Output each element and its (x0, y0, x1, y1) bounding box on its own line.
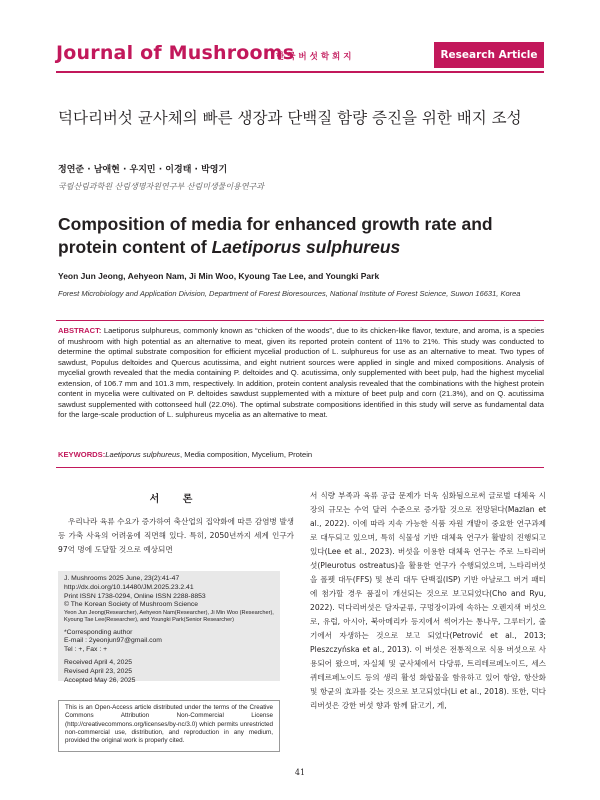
journal-korean-title: 한국버섯학회지 (276, 52, 355, 62)
issn: Print ISSN 1738-0294, Online ISSN 2288-8853 (64, 592, 206, 600)
revised-date: Revised April 23, 2025 (64, 667, 133, 675)
doi-link[interactable]: http://dx.doi.org/10.14480/JM.2025.23.2.41 (64, 583, 194, 591)
english-title-species: Laetiporus sulphureus (211, 237, 401, 257)
english-title (58, 213, 548, 259)
citation: J. Mushrooms 2025 June, 23(2):41-47 (64, 575, 180, 582)
right-column (310, 489, 546, 713)
abstract-bottom-divider (56, 467, 544, 468)
page-number: 41 (294, 768, 306, 777)
copyright: © The Korean Society of Mushroom Science (64, 601, 199, 609)
keyword-item: Protein (288, 450, 313, 459)
corresponding-author-label: *Corresponding author (64, 628, 133, 636)
keyword-item: Mycelium (251, 450, 284, 459)
korean-affiliation: 국립산림과학원 산림생명자원연구부 산림미생물이용연구과 (58, 182, 265, 191)
received-date: Received April 4, 2025 (64, 658, 133, 666)
abstract-top-divider (56, 320, 544, 321)
english-affiliation: Forest Microbiology and Application Division, Department of Forest Bioresources, National Institute of Forest Science, Suwon 16631, Korea (58, 289, 521, 298)
abstract-text: Laetiporus sulphureus, commonly known as “chicken of the woods”, due to its chicken-like flavor, texture, and aroma, is a species of mushroom with high potential as an alternative to meat, given its reported protein content of 11% to 21%. This study was conducted to determine the optimal substrate composition for efficient mycelial production of L. sulphureus for use as an alternative to meat. Two types of sawdust, Populus deltoides and Quercus acutissima, and eight nutrient sources were applied in single and mixed compositions. Analysis of mycelial growth revealed that the media containing P. deltoides and Q. acutissima, only supplemented with beet pulp, had the highest mycelial extension, of 106.7 mm and 101.3 mm, respectively. In addition, protein content analysis revealed that the combinations with the highest protein content in mycelia were cultivated on P. deltoides sawdust supplemented with a mixture of beet pulp and corn (21.3%), and on Q. acutissima sawdust supplemented with cottonseed hull (22.0%). The optimal substrate compositions identified in this study will serve as fundamental data for the large-scale production of L. sulphureus mycelia as an alternative to meat. (58, 326, 544, 419)
keywords-label: KEYWORDS: (58, 450, 106, 459)
keywords: KEYWORDS:Laetiporus sulphureus, Media composition, Mycelium, Protein (58, 450, 313, 459)
keyword-item: Media composition (184, 450, 248, 459)
author-roles: Yeon Jun Jeong(Researcher), Aehyeon Nam(Researcher), Ji Min Woo (Researcher), Kyoung Tae Lee(Researcher), and Youngki Park(Senior Researcher) (64, 610, 274, 624)
abstract-label: ABSTRACT: (58, 326, 102, 335)
license-box: This is an Open-Access article distributed under the terms of the Creative Commons Attribution Non-Commercial License (http://creativecommons.org/licenses/by-nc/3.0) which permits unrestricted non-commercial use, distribution, and reproduction in any medium, provided the original work is properly cited. (58, 700, 280, 752)
keyword-item: Laetiporus sulphureus (105, 450, 180, 459)
abstract (58, 326, 544, 421)
accepted-date: Accepted May 26, 2025 (64, 676, 136, 684)
article-type-badge: Research Article (434, 42, 544, 68)
article-info-box (58, 571, 280, 684)
right-column-paragraph: 서 식량 부족과 육류 공급 문제가 더욱 심화됨으로써 글로벌 대체육 시장의 규모는 수억 달러 수준으로 증가할 것으로 전망된다(Mazlan et al., 2022). 이에 따라 지속 가능한 식품 자원 개발이 중요한 연구과제로 대두되고 있으며, 특히 식물성 기반 대체육 연구가 활발히 진행되고 있다(Lee et al., 2023). 버섯을 이용한 대체육 연구는 주로 느타리버섯(Pleurotus ostreatus)을 활용한 연구가 수행되었으며, 느타리버섯을 폴펫 대두(FFS) 및 분리 대두 단백질(ISP) 기반 아날로그 버거 패티에 첨가할 경우 품질이 개선되는 것으로 보고되었다(Cho and Ryu, 2022). 덕다리버섯은 담자균류, 구멍장이과에 속하는 오렌지색 버섯으로, 유럽, 아시아, 북아메리카 등지에서 썩어가는 통나무, 그루터기, 줄기에서 자생하는 것으로 보고 되었다(Petrović et al., 2013; Pleszczyńska et al., 2013). 이 버섯은 전통적으로 식용 버섯으로 사용되어 왔으며, 자실체 및 균사체에서 다당류, 트리테르페노이드, 세스퀴테르페노이드 등의 생리 활성 화합물을 함유하고 있어 항암, 항산화 및 항균의 효과를 갖는 것으로 보고되었다(Li et al., 2018). 또한, 덕다리버섯은 강한 버섯 향과 함께 닭고기, 게, (310, 491, 546, 710)
introduction-paragraph: 우리나라 육류 수요가 증가하여 축산업의 집약화에 따른 감염병 발생 등 가축 사육의 어려움에 직면해 있다. 특히, 2050년까지 세계 인구가 97억 명에 도달할 것으로 예상되면 (58, 517, 294, 554)
corresponding-email[interactable]: E-mail : 2yeonjun97@gmail.com (64, 637, 162, 645)
korean-title: 덕다리버섯 균사체의 빠른 생장과 단백질 함량 증진을 위한 배지 조성 (58, 109, 522, 127)
section-heading-introduction: 서 론 (149, 494, 203, 505)
journal-title: Journal of Mushrooms (56, 42, 295, 64)
journal-header (56, 42, 544, 70)
corresponding-tel: Tel : +, Fax : + (64, 646, 108, 654)
korean-authors: 정연준 · 남애현 · 우지민 · 이경태 · 박영기 (58, 165, 228, 175)
english-authors: Yeon Jun Jeong, Aehyeon Nam, Ji Min Woo, Kyoung Tae Lee, and Youngki Park (58, 271, 380, 281)
header-divider (56, 71, 544, 73)
left-column (58, 490, 294, 557)
english-title-main: Composition of media for enhanced growth rate and protein content of (58, 214, 493, 257)
